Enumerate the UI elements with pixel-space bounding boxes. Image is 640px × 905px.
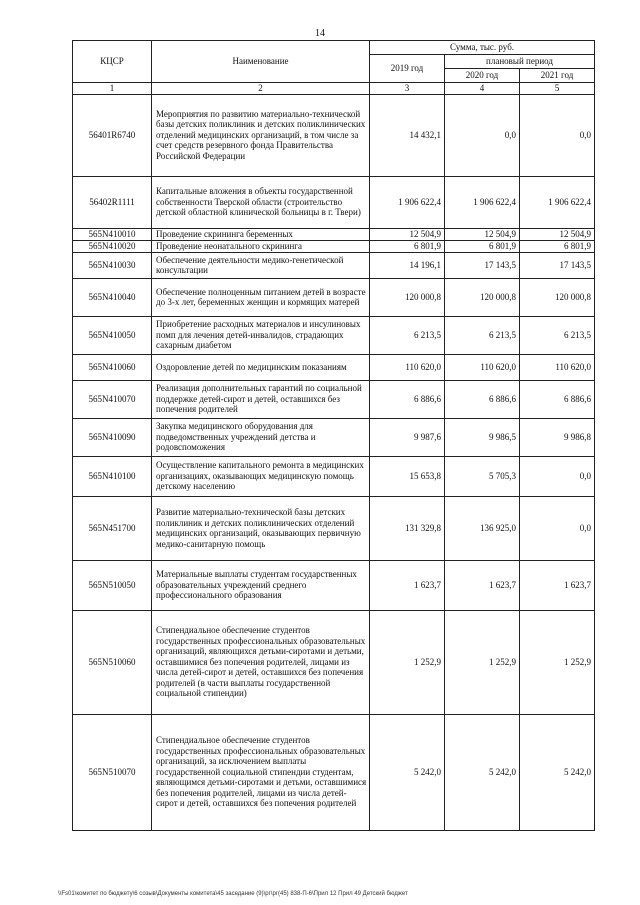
row-value-2021: 6 213,5	[520, 316, 595, 354]
row-name: Осуществление капитального ремонта в медицинских организациях, оказывающих медицинскую помощь детскому населению	[152, 456, 370, 496]
table-row	[73, 714, 595, 830]
table-row	[73, 610, 595, 714]
table-row	[73, 354, 595, 380]
table-row	[73, 418, 595, 456]
row-code: 565N510050	[73, 560, 152, 610]
row-code: 565N410050	[73, 316, 152, 354]
row-code: 565N410020	[73, 240, 152, 252]
row-value-2020: 110 620,0	[445, 354, 520, 380]
row-value-2019: 6 801,9	[370, 240, 445, 252]
row-value-2021: 120 000,8	[520, 278, 595, 316]
table-row	[73, 316, 595, 354]
row-code: 565N410040	[73, 278, 152, 316]
row-value-2019: 9 987,6	[370, 418, 445, 456]
row-value-2021: 17 143,5	[520, 252, 595, 278]
row-code: 565N410010	[73, 228, 152, 240]
row-value-2019: 6 886,6	[370, 380, 445, 418]
row-name: Материальные выплаты студентам государственных образовательных учреждений среднего профессионального образования	[152, 560, 370, 610]
row-name: Закупка медицинского оборудования для подведомственных учреждений детства и родовспоможения	[152, 418, 370, 456]
row-value-2021: 1 252,9	[520, 610, 595, 714]
column-index-row	[73, 83, 595, 95]
row-name: Оздоровление детей по медицинским показаниям	[152, 354, 370, 380]
table-row	[73, 228, 595, 240]
row-value-2020: 0,0	[445, 94, 520, 176]
row-code: 565N410090	[73, 418, 152, 456]
row-value-2020: 9 986,5	[445, 418, 520, 456]
row-value-2021: 0,0	[520, 456, 595, 496]
row-value-2019: 12 504,9	[370, 228, 445, 240]
file-path-footer: \\Fs01\комитет по бюджету\6 созыв\Документы комитета\45 заседание (9)\рг\рг(45) 838-П-6\Прил 12 Прил 49 Детский бюджет	[58, 891, 408, 897]
row-code: 565N410060	[73, 354, 152, 380]
row-name: Проведение неонатального скрининга	[152, 240, 370, 252]
row-value-2019: 5 242,0	[370, 714, 445, 830]
row-value-2019: 120 000,8	[370, 278, 445, 316]
header-name: Наименование	[152, 41, 370, 83]
row-code: 565N451700	[73, 496, 152, 560]
header-code: КЦСР	[73, 41, 152, 83]
row-value-2020: 136 925,0	[445, 496, 520, 560]
row-value-2020: 17 143,5	[445, 252, 520, 278]
row-value-2021: 0,0	[520, 496, 595, 560]
row-value-2020: 1 623,7	[445, 560, 520, 610]
column-index: 3	[370, 83, 445, 95]
row-value-2019: 14 196,1	[370, 252, 445, 278]
table-row	[73, 240, 595, 252]
row-name: Приобретение расходных материалов и инсулиновых помп для лечения детей-инвалидов, страдающих сахарным диабетом	[152, 316, 370, 354]
row-name: Развитие материально-технической базы детских поликлиник и детских поликлинических отделений медицинских организаций, оказывающих первичную медико-санитарную помощь	[152, 496, 370, 560]
row-name: Стипендиальное обеспечение студентов государственных профессиональных образовательных организаций, за исключением выплаты государственной социальной стипендии студентам, являющимся детьми-сиротами и детьми, оставшимися без попечения родителей, лицами из числа детей-сирот и детей, оставшихся без попечения родителей	[152, 714, 370, 830]
row-name: Стипендиальное обеспечение студентов государственных профессиональных образовательных организаций, являющихся детьми-сиротами и детьми, оставшимися без попечения родителей, лицами из числа детей-сирот и детей, оставшихся без попечения родителей (в части выплаты государственной социальной стипендии)	[152, 610, 370, 714]
row-value-2020: 5 705,3	[445, 456, 520, 496]
header-2021: 2021 год	[520, 69, 595, 83]
table-row	[73, 278, 595, 316]
row-code: 565N510070	[73, 714, 152, 830]
table-row	[73, 456, 595, 496]
row-value-2020: 1 252,9	[445, 610, 520, 714]
row-value-2019: 1 906 622,4	[370, 176, 445, 228]
row-value-2019: 1 252,9	[370, 610, 445, 714]
row-value-2020: 6 213,5	[445, 316, 520, 354]
row-value-2020: 1 906 622,4	[445, 176, 520, 228]
page-number: 14	[315, 28, 325, 39]
row-value-2021: 6 801,9	[520, 240, 595, 252]
row-value-2019: 6 213,5	[370, 316, 445, 354]
row-name: Реализация дополнительных гарантий по социальной поддержке детей-сирот и детей, оставшихся без попечения родителей	[152, 380, 370, 418]
row-value-2020: 6 801,9	[445, 240, 520, 252]
row-value-2021: 1 623,7	[520, 560, 595, 610]
row-name: Проведение скрининга беременных	[152, 228, 370, 240]
header-2020: 2020 год	[445, 69, 520, 83]
row-value-2019: 14 432,1	[370, 94, 445, 176]
header-2019: 2019 год	[370, 55, 445, 83]
row-value-2019: 15 653,8	[370, 456, 445, 496]
column-index: 4	[445, 83, 520, 95]
header-sum: Сумма, тыс. руб.	[370, 41, 595, 55]
row-value-2021: 110 620,0	[520, 354, 595, 380]
table-row	[73, 176, 595, 228]
row-name: Обеспечение полноценным питанием детей в возрасте до 3-х лет, беременных женщин и кормящих матерей	[152, 278, 370, 316]
row-value-2021: 0,0	[520, 94, 595, 176]
row-name: Обеспечение деятельности медико-генетической консультации	[152, 252, 370, 278]
row-value-2021: 5 242,0	[520, 714, 595, 830]
table-row	[73, 380, 595, 418]
row-value-2020: 5 242,0	[445, 714, 520, 830]
row-value-2019: 1 623,7	[370, 560, 445, 610]
budget-table	[72, 40, 595, 831]
row-value-2021: 9 986,8	[520, 418, 595, 456]
row-value-2021: 12 504,9	[520, 228, 595, 240]
row-code: 565N410100	[73, 456, 152, 496]
table-row	[73, 496, 595, 560]
row-value-2020: 120 000,8	[445, 278, 520, 316]
table-row	[73, 252, 595, 278]
row-code: 565N510060	[73, 610, 152, 714]
column-index: 5	[520, 83, 595, 95]
row-value-2020: 12 504,9	[445, 228, 520, 240]
column-index: 2	[152, 83, 370, 95]
header-planned: плановый период	[445, 55, 595, 69]
column-index: 1	[73, 83, 152, 95]
row-code: 56402R1111	[73, 176, 152, 228]
row-name: Мероприятия по развитию материально-технической базы детских поликлиник и детских поликлинических отделений медицинских организаций, в том числе за счет средств резервного фонда Правительства Российской Федерации	[152, 94, 370, 176]
table-row	[73, 560, 595, 610]
row-value-2019: 131 329,8	[370, 496, 445, 560]
row-code: 56401R6740	[73, 94, 152, 176]
row-value-2021: 6 886,6	[520, 380, 595, 418]
row-name: Капитальные вложения в объекты государственной собственности Тверской области (строительство детской областной клинической больницы в г. Твери)	[152, 176, 370, 228]
row-value-2021: 1 906 622,4	[520, 176, 595, 228]
row-value-2020: 6 886,6	[445, 380, 520, 418]
row-code: 565N410030	[73, 252, 152, 278]
row-code: 565N410070	[73, 380, 152, 418]
table-row	[73, 94, 595, 176]
row-value-2019: 110 620,0	[370, 354, 445, 380]
